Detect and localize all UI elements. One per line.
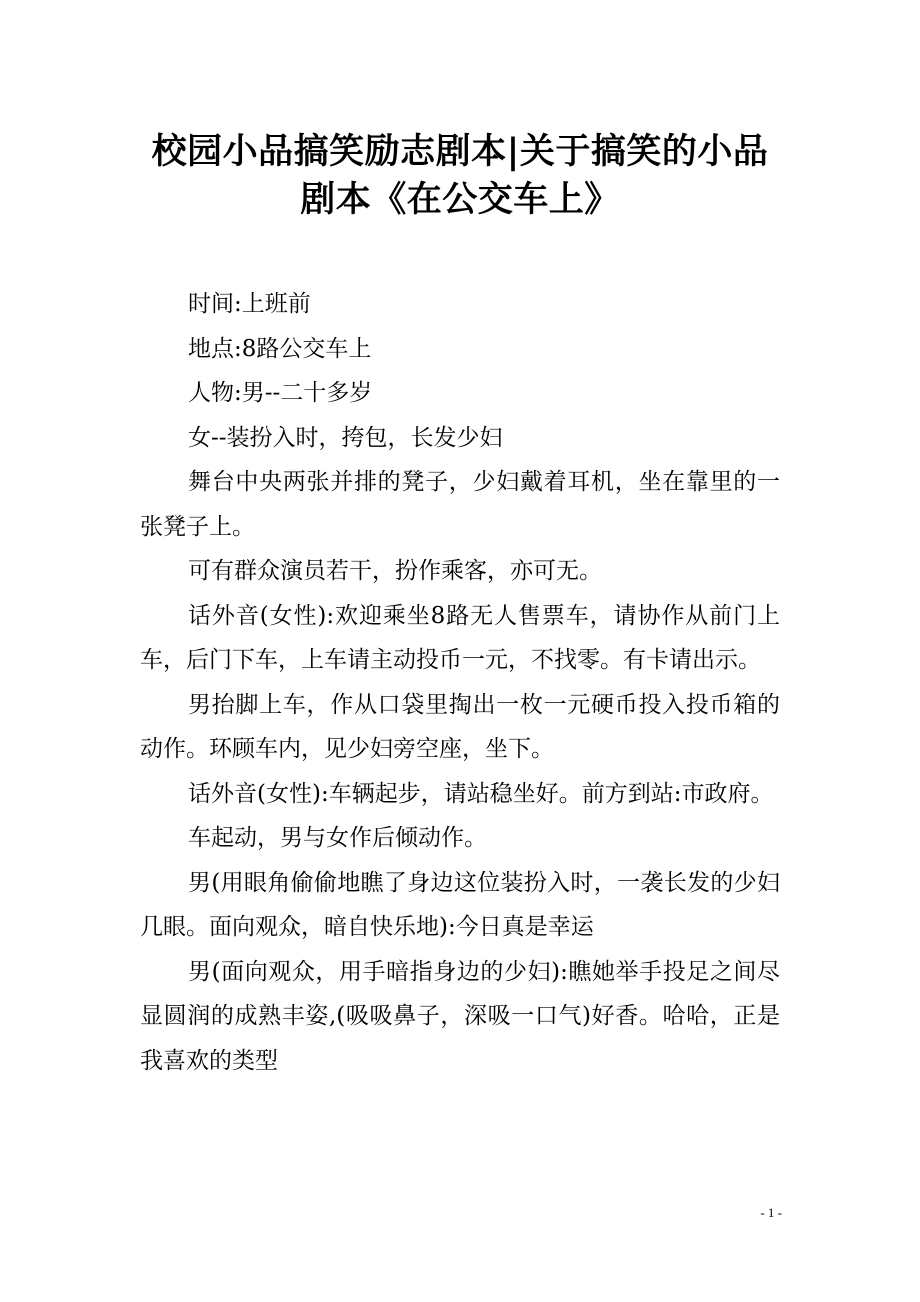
paragraph-location: 地点:8路公交车上: [188, 335, 372, 362]
paragraph-man-aside-1: 男(用眼角偷偷地瞧了身边这位装扮入时，一袭长发的少妇几眼。面向观众，暗自快乐地):今日真是幸运: [140, 869, 780, 940]
paragraph-characters: 人物:男--二十多岁: [188, 380, 373, 406]
page-number: - 1 -: [760, 1205, 782, 1220]
paragraph-man-aside-2: 男(面向观众，用手暗指身边的少妇):瞧她举手投足之间尽显圆润的成熟丰姿,(吸吸鼻子，深吸一口气)好香。哈哈，正是我喜欢的类型: [140, 958, 780, 1074]
paragraph-extras: 可有群众演员若干，扮作乘客，亦可无。: [188, 558, 602, 584]
paragraph-character-woman: 女--装扮入时，挎包，长发少妇: [188, 424, 503, 451]
paragraph-time: 时间:上班前: [188, 291, 311, 317]
paragraph-voiceover-2: 话外音(女性):车辆起步，请站稳坐好。前方到站:市政府。: [188, 780, 774, 807]
document-title: 校园小品搞笑励志剧本|关于搞笑的小品剧本《在公交车上》: [151, 131, 769, 220]
paragraph-voiceover-1: 话外音(女性):欢迎乘坐8路无人售票车，请协作从前门上车，后门下车，上车请主动投币一元，不找零。有卡请出示。: [140, 602, 780, 673]
paragraph-bus-starts: 车起动，男与女作后倾动作。: [188, 825, 487, 851]
paragraph-man-boards: 男抬脚上车，作从口袋里掏出一枚一元硬币投入投币箱的动作。环顾车内，见少妇旁空座，坐下。: [140, 691, 780, 762]
paragraph-stage-setup: 舞台中央两张并排的凳子，少妇戴着耳机，坐在靠里的一张凳子上。: [140, 469, 780, 540]
document-body: [140, 282, 780, 1083]
